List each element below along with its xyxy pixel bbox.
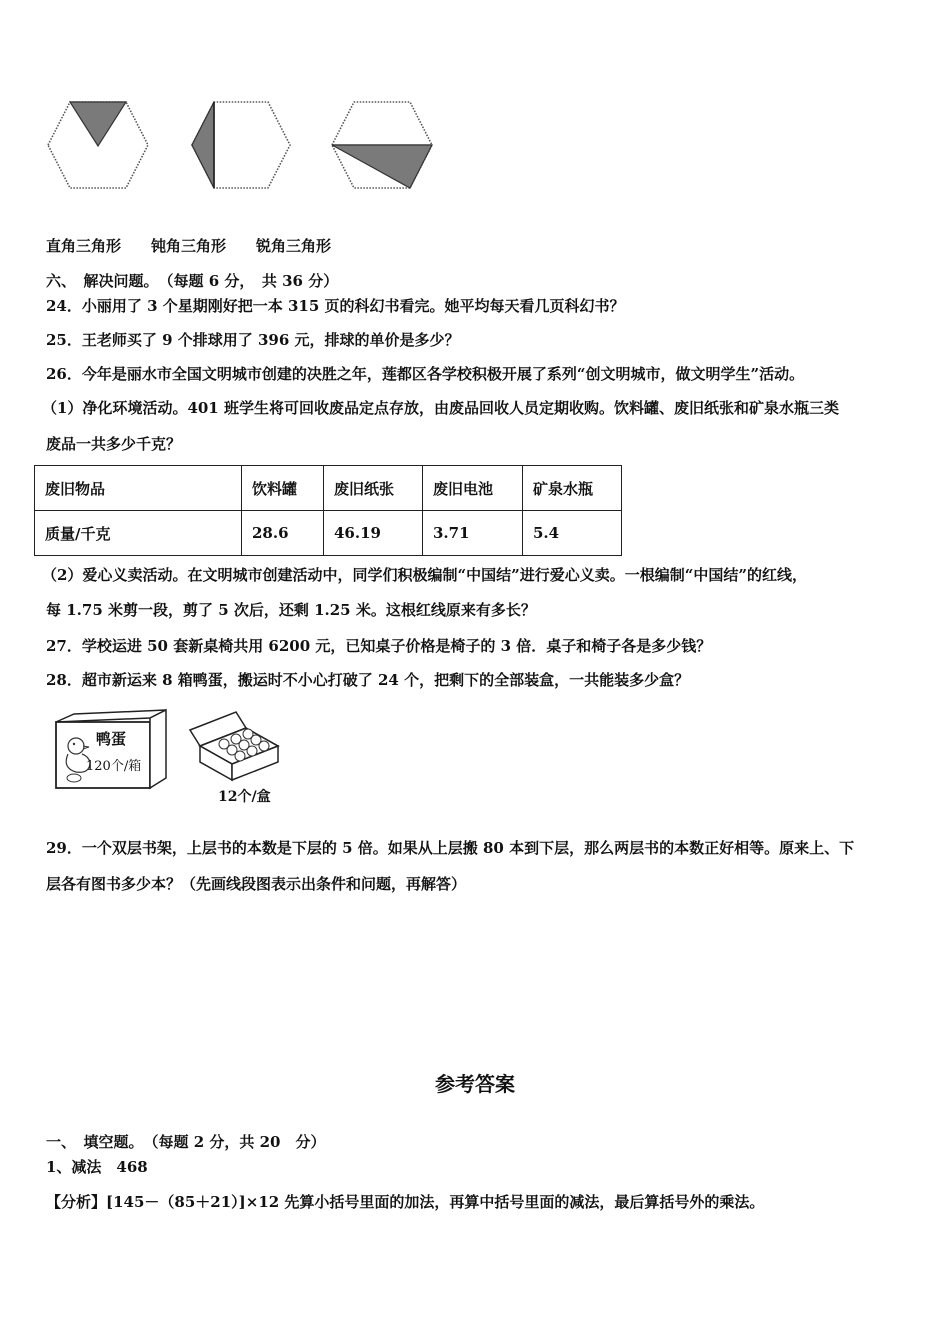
table-cell: 3.71 [423, 511, 523, 556]
answer-section-1-heading: 一、 填空题。 （每题 2 分，共 20 分） [46, 1133, 326, 1151]
hexagon-acute-triangle [332, 102, 432, 188]
question-26-part-1: （1）净化环境活动。401 班学生将可回收废品定点存放，由废品回收人员定期收购。饮料罐、废旧纸张和矿泉水瓶三类 [42, 399, 839, 417]
egg-box-title: 鸭蛋 [96, 730, 127, 748]
egg-carton-image [190, 712, 278, 780]
answer-1-analysis: 【分析】[145－（85＋21）]×12 先算小括号里面的加法，再算中括号里面的减法，最后算括号外的乘法。 [46, 1193, 765, 1211]
section-6-heading: 六、 解决问题。 （每题 6 分， 共 36 分） [46, 272, 339, 290]
question-26-part-2-cont: 每 1.75 米剪一段，剪了 5 次后，还剩 1.25 米。这根红线原来有多长？ [46, 601, 536, 619]
table-cell: 废旧纸张 [324, 466, 423, 511]
question-29: 29．一个双层书架，上层书的本数是下层的 5 倍。如果从上层搬 80 本到下层，那么两层书的本数正好相等。原来上、下 [46, 839, 855, 857]
waste-table [34, 465, 622, 556]
table-cell: 质量/千克 [35, 511, 242, 556]
question-26: 26．今年是丽水市全国文明城市创建的决胜之年，莲都区各学校积极开展了系列“创文明城市，做文明学生”活动。 [46, 365, 805, 383]
egg-crate-image [56, 710, 166, 788]
table-cell: 废旧电池 [423, 466, 523, 511]
table-cell: 饮料罐 [242, 466, 324, 511]
question-29-cont: 层各有图书多少本？（先画线段图表示出条件和问题，再解答） [46, 875, 467, 893]
hexagon-right-triangle [48, 102, 148, 188]
question-24: 24．小丽用了 3 个星期刚好把一本 315 页的科幻书看完。她平均每天看几页科幻书？ [46, 297, 625, 315]
answer-1: 1、减法 468 [46, 1158, 148, 1176]
egg-carton-label: 12个/盒 [218, 789, 271, 805]
question-26-part-1-cont: 废品一共多少千克？ [46, 435, 182, 453]
hexagon-obtuse-triangle [192, 102, 290, 188]
question-27: 27．学校运进 50 套新桌椅共用 6200 元，已知桌子价格是椅子的 3 倍．桌子和椅子各是多少钱？ [46, 637, 712, 655]
table-cell: 废旧物品 [35, 466, 242, 511]
question-25: 25．王老师买了 9 个排球用了 396 元，排球的单价是多少？ [46, 331, 460, 349]
table-cell: 28.6 [242, 511, 324, 556]
table-header-row [35, 466, 622, 511]
egg-box-label: 120个/箱 [86, 759, 142, 774]
table-cell: 46.19 [324, 511, 423, 556]
table-cell: 5.4 [523, 511, 622, 556]
table-row [35, 511, 622, 556]
question-28: 28．超市新运来 8 箱鸭蛋，搬运时不小心打破了 24 个，把剩下的全部装盒，一共能装多少盒？ [46, 671, 690, 689]
answer-title: 参考答案 [435, 1072, 515, 1096]
hexagon-figures [40, 96, 440, 196]
table-cell: 矿泉水瓶 [523, 466, 622, 511]
question-26-part-2: （2）爱心义卖活动。在文明城市创建活动中，同学们积极编制“中国结”进行爱心义卖。一根编制“中国结”的红线， [42, 566, 807, 584]
shape-caption: 直角三角形 钝角三角形 锐角三角形 [46, 237, 332, 255]
